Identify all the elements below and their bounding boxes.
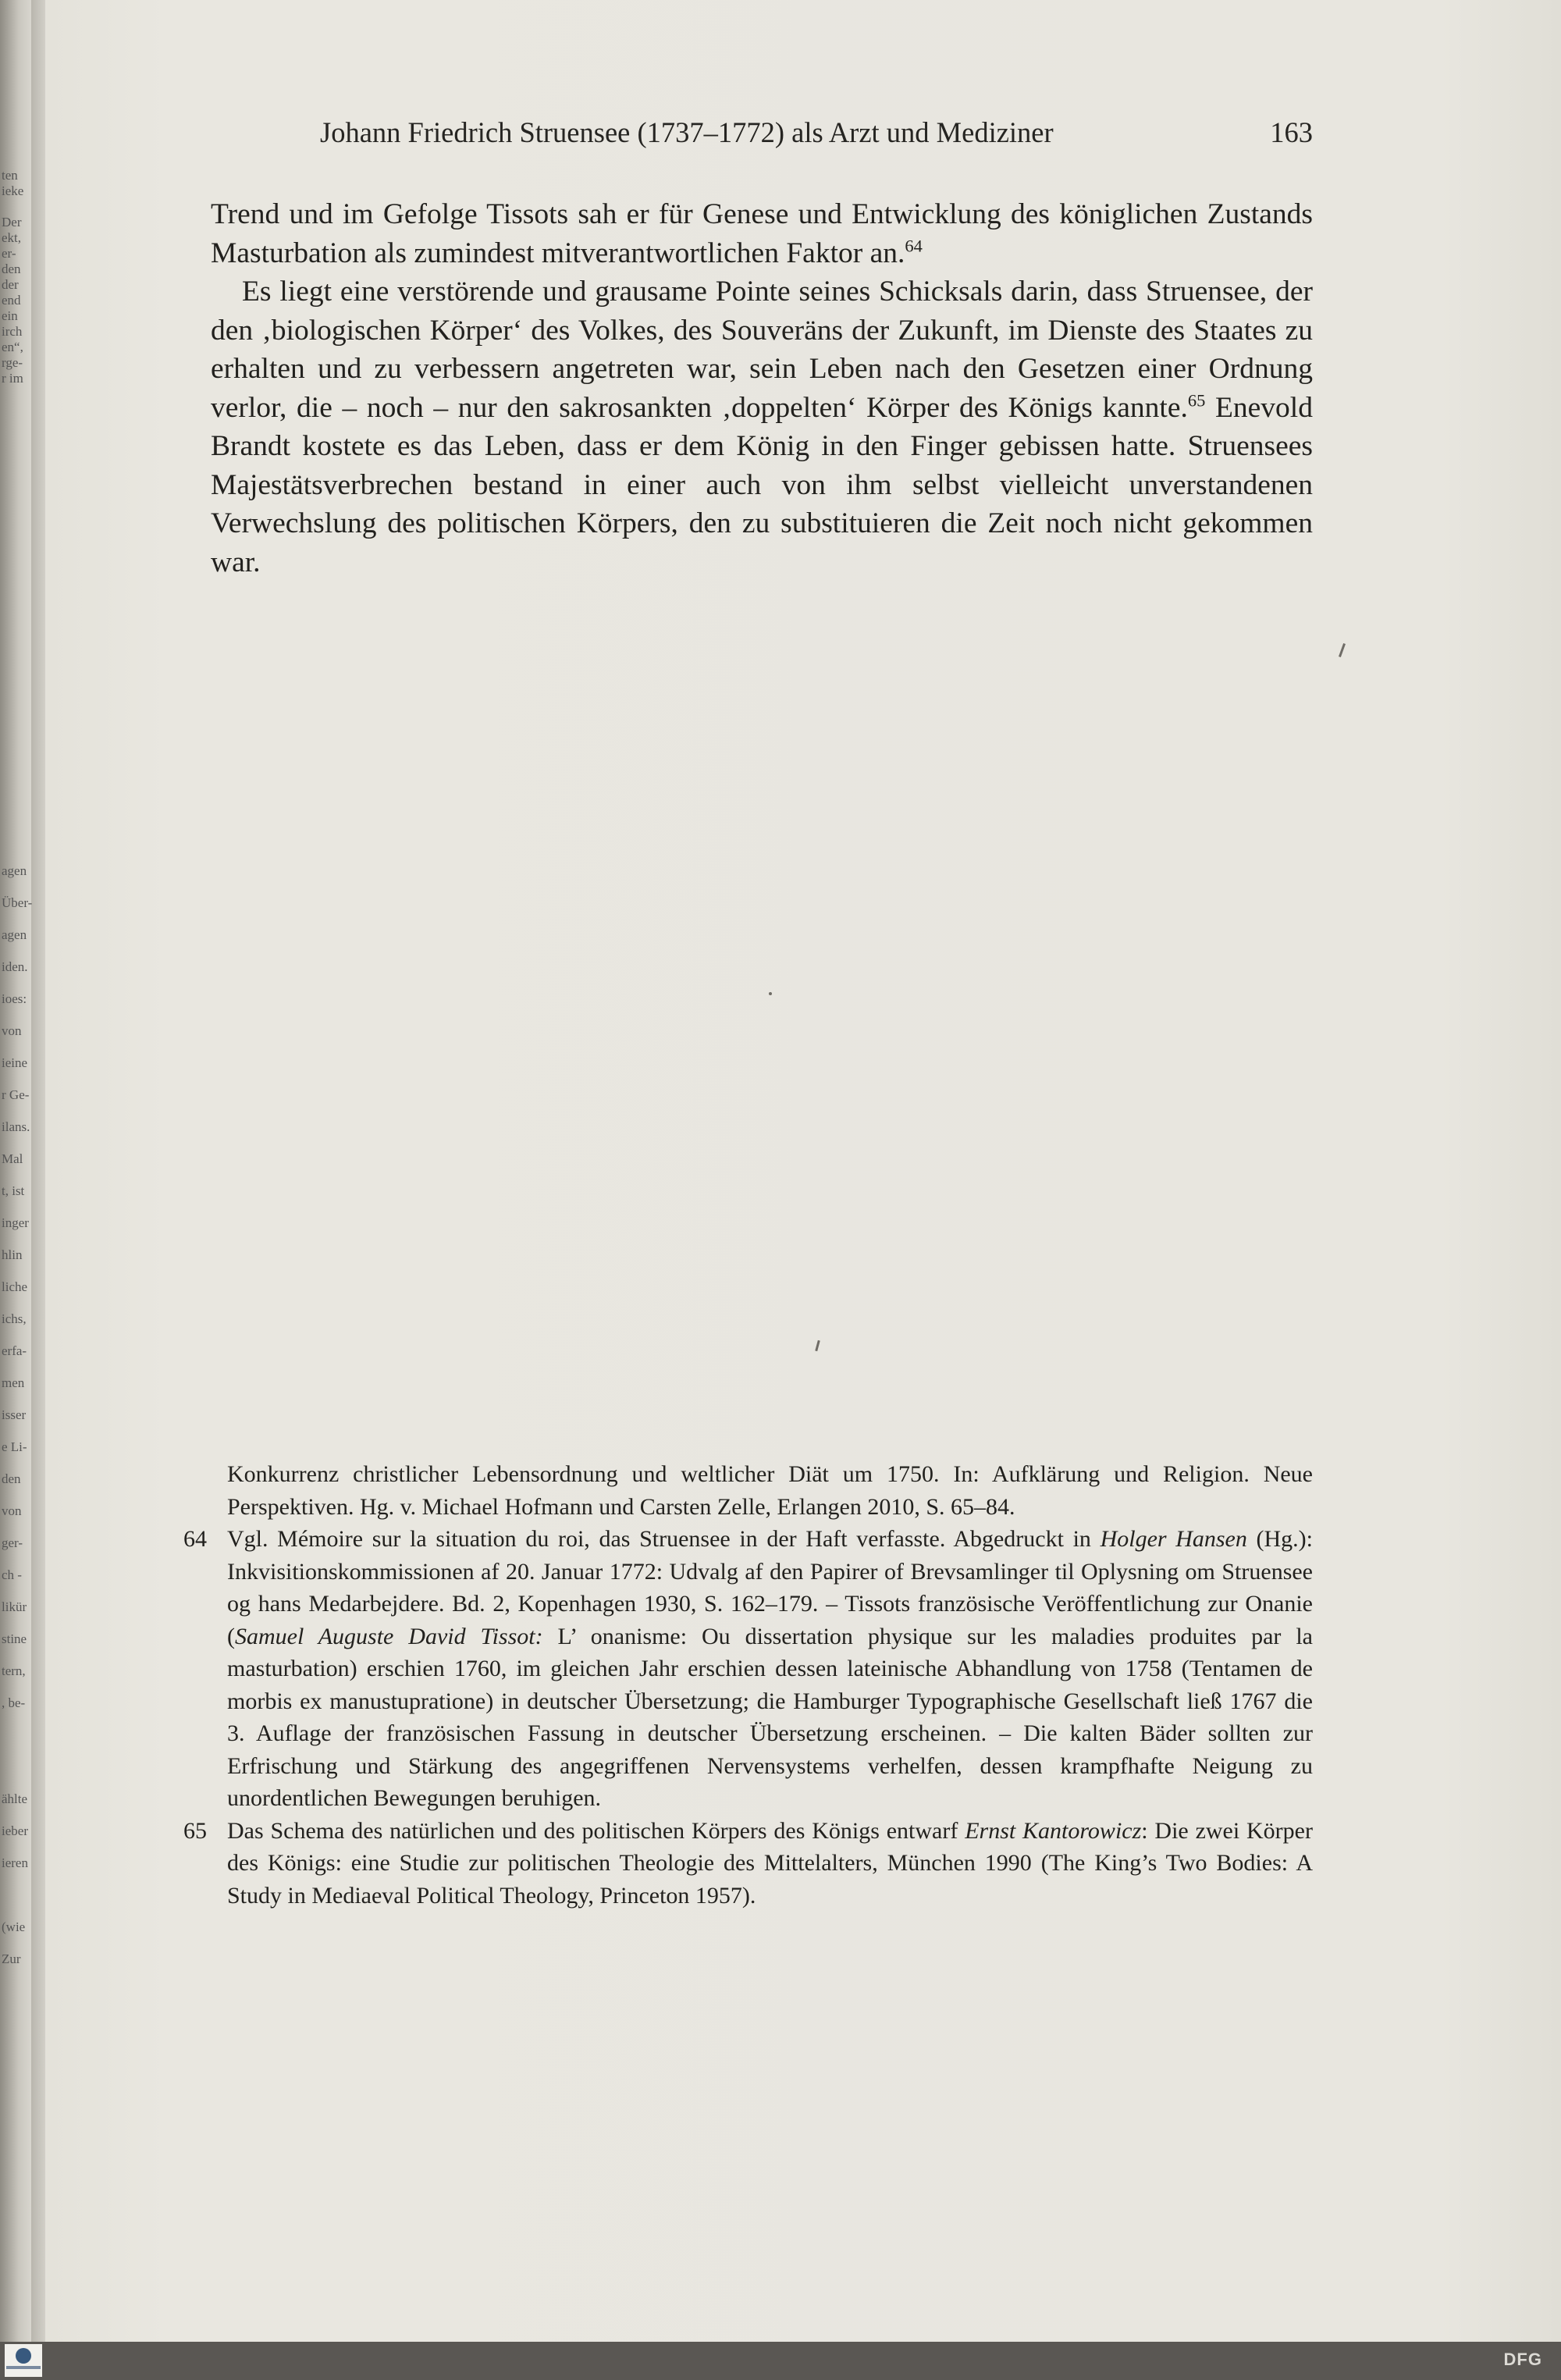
footnote-65 bbox=[183, 1815, 1313, 1912]
viewer-footer-bar bbox=[0, 2342, 1561, 2380]
footnotes bbox=[183, 1458, 1313, 1912]
footnote-continued bbox=[183, 1458, 1313, 1523]
page-header bbox=[211, 116, 1313, 155]
bleed-through-fragment: inger bbox=[2, 1215, 29, 1230]
bleed-through-fragment: Der bbox=[2, 215, 22, 229]
paragraph-1-text: Trend und im Gefolge Tissots sah er für Genese und Entwicklung des königlichen Zustands Masturbation als zumindest mitverantwortlichen Faktor an. bbox=[211, 198, 1313, 269]
library-logo bbox=[5, 2344, 42, 2377]
bleed-through-fragment: ein bbox=[2, 308, 18, 323]
page-number: 163 bbox=[1270, 116, 1313, 148]
bleed-through-fragment: Über- bbox=[2, 895, 33, 910]
bleed-through-fragment: agen bbox=[2, 927, 27, 942]
bleed-through-fragment: men bbox=[2, 1375, 25, 1390]
running-title: Johann Friedrich Struensee (1737–1772) als Arzt und Mediziner bbox=[320, 116, 1054, 148]
bleed-through-fragment: ch - bbox=[2, 1567, 22, 1582]
bleed-through-fragment: t, ist bbox=[2, 1183, 25, 1198]
scan-speck bbox=[769, 992, 772, 995]
bleed-through-fragment: von bbox=[2, 1503, 22, 1518]
bleed-through-fragment: ieber bbox=[2, 1823, 28, 1838]
footnote-65-text: : Die zwei Körper des Königs: eine Studie zur politischen Theologie des Mittelalters, München 1990 (The King’s Two Bodies: A Study in Mediaeval Political Theology, Princeton 1957). bbox=[227, 1817, 1313, 1909]
bleed-through-fragment: von bbox=[2, 1023, 22, 1038]
bleed-through-fragment bbox=[2, 199, 42, 215]
paragraph-2-text-a: Es liegt eine verstörende und grausame Pointe seines Schicksals darin, dass Struensee, der den ‚biologischen Körper‘ des Volkes, des Souveräns der Zukunft, im Dienste des Staates zu erhalten und zu verbessern angetreten war, sein Leben nach den Gesetzen einer Ordnung verlor, die – noch – nur den sakrosankten ‚doppelten‘ Körper des Königs kannte. bbox=[211, 276, 1313, 424]
bleed-through-fragment: der bbox=[2, 277, 19, 292]
bleed-through-fragment: Zur bbox=[2, 1951, 21, 1966]
bleed-through-fragment: (wie bbox=[2, 1919, 26, 1934]
bleed-through-fragment: ieke bbox=[2, 183, 24, 198]
bleed-through-fragment: end bbox=[2, 293, 21, 308]
footnote-64-text: Vgl. Mémoire sur la situation du roi, das Struensee in der Haft verfasste. Abgedruckt in bbox=[227, 1526, 1101, 1552]
bleed-through-fragment: ten bbox=[2, 168, 18, 183]
bleed-through-fragment: agen bbox=[2, 863, 27, 878]
footnote-64-text: L’ onanisme: Ou dissertation physique sur les maladies produites par la masturbation) erschien 1760, im gleichen Jahr erschien dessen lateinische Abhandlung von 1758 (Tentamen de morbis ex manustupratione) in deutscher Übersetzung; die Hamburger Typographische Gesellschaft ließ 1767 die 3. Auflage der französischen Fassung in deutscher Übersetzung erscheinen. – Die kalten Bäder sollten zur Erfrischung und Stärkung des angegriffenen Nervensystems verhelfen, dessen krampfhafte Neigung zu unordentlichen Bewegungen beruhigen. bbox=[227, 1623, 1313, 1811]
main-text bbox=[211, 195, 1313, 582]
library-wordmark bbox=[6, 2366, 41, 2369]
footnote-65-text: Das Schema des natürlichen und des politischen Körpers des Königs entwarf bbox=[227, 1817, 965, 1844]
bleed-through-fragment: den bbox=[2, 261, 21, 276]
paragraph-1 bbox=[211, 195, 1313, 272]
bleed-through-fragment: r im bbox=[2, 371, 23, 386]
bleed-through-fragment: ioes: bbox=[2, 991, 27, 1006]
bleed-through-fragment: ichs, bbox=[2, 1311, 27, 1326]
bleed-through-fragment bbox=[2, 1879, 42, 1911]
bleed-through-fragment: ieren bbox=[2, 1855, 28, 1870]
footnote-64 bbox=[183, 1523, 1313, 1815]
footnote-number: 64 bbox=[183, 1526, 207, 1552]
bleed-through-fragment: en“, bbox=[2, 340, 23, 354]
bleed-through-fragment bbox=[2, 1719, 42, 1751]
bleed-through-fragment: Mal bbox=[2, 1151, 23, 1166]
bleed-through-fragment: r Ge- bbox=[2, 1087, 30, 1102]
bleed-through-fragment: tern, bbox=[2, 1663, 26, 1678]
bleed-through-fragment: hlin bbox=[2, 1247, 23, 1262]
bleed-through-text-bottom bbox=[2, 855, 42, 1975]
paragraph-2-text-b: Enevold Brandt kostete es das Leben, dass er dem König in den Finger gebissen hatte. Struensees Majestätsverbrechen bestand in einer auch von ihm selbst vielleicht unverstandenen Verwechslung des politischen Körpers, den zu substituieren die Zeit noch nicht gekommen war. bbox=[211, 391, 1313, 578]
bleed-through-fragment: ählte bbox=[2, 1791, 28, 1806]
footnote-64-editor: Holger Hansen bbox=[1100, 1526, 1247, 1552]
footnote-ref-64: 64 bbox=[905, 236, 923, 255]
bleed-through-fragment: ilans. bbox=[2, 1119, 30, 1134]
bleed-through-fragment: stine bbox=[2, 1631, 27, 1646]
paragraph-2 bbox=[211, 272, 1313, 582]
footnote-number: 65 bbox=[183, 1817, 207, 1844]
bleed-through-fragment: den bbox=[2, 1471, 21, 1486]
bleed-through-fragment bbox=[2, 1751, 42, 1783]
bleed-through-fragment: e Li- bbox=[2, 1439, 27, 1454]
footnote-ref-65: 65 bbox=[1187, 390, 1206, 410]
dfg-logo: DFG bbox=[1503, 2350, 1542, 2369]
footnote-64-author: Samuel Auguste David Tissot: bbox=[235, 1623, 543, 1649]
footnote-65-author: Ernst Kantorowicz bbox=[965, 1817, 1142, 1844]
bleed-through-fragment: rge- bbox=[2, 355, 23, 370]
bleed-through-fragment: ieine bbox=[2, 1055, 28, 1070]
bleed-through-fragment: likür bbox=[2, 1599, 27, 1614]
bleed-through-text-top bbox=[2, 168, 42, 386]
bleed-through-fragment: isser bbox=[2, 1407, 27, 1422]
bleed-through-fragment: , be- bbox=[2, 1695, 26, 1710]
bleed-through-fragment: er- bbox=[2, 246, 16, 261]
bleed-through-fragment: erfa- bbox=[2, 1343, 27, 1358]
footnote-64-text: (Hg.): Inkvisitionskommissionen af 20. Januar 1772: Udvalg af den Papirer of Brevsamlinger til Oplysning om Struensee og hans Medarbejdere. Bd. 2, Kopenhagen 1930, S. 162–179. – Tissots französische Veröffentlichung zur Onanie ( bbox=[227, 1526, 1313, 1649]
library-emblem-icon bbox=[16, 2348, 31, 2364]
bleed-through-fragment: iden. bbox=[2, 959, 28, 974]
bleed-through-fragment: ekt, bbox=[2, 230, 22, 245]
bleed-through-fragment: irch bbox=[2, 324, 23, 339]
bleed-through-fragment: ger- bbox=[2, 1535, 23, 1550]
footnote-continued-text: Konkurrenz christlicher Lebensordnung und weltlicher Diät um 1750. In: Aufklärung und Religion. Neue Perspektiven. Hg. v. Michael Hofmann und Carsten Zelle, Erlangen 2010, S. 65–84. bbox=[227, 1461, 1313, 1520]
bleed-through-fragment: liche bbox=[2, 1279, 28, 1294]
